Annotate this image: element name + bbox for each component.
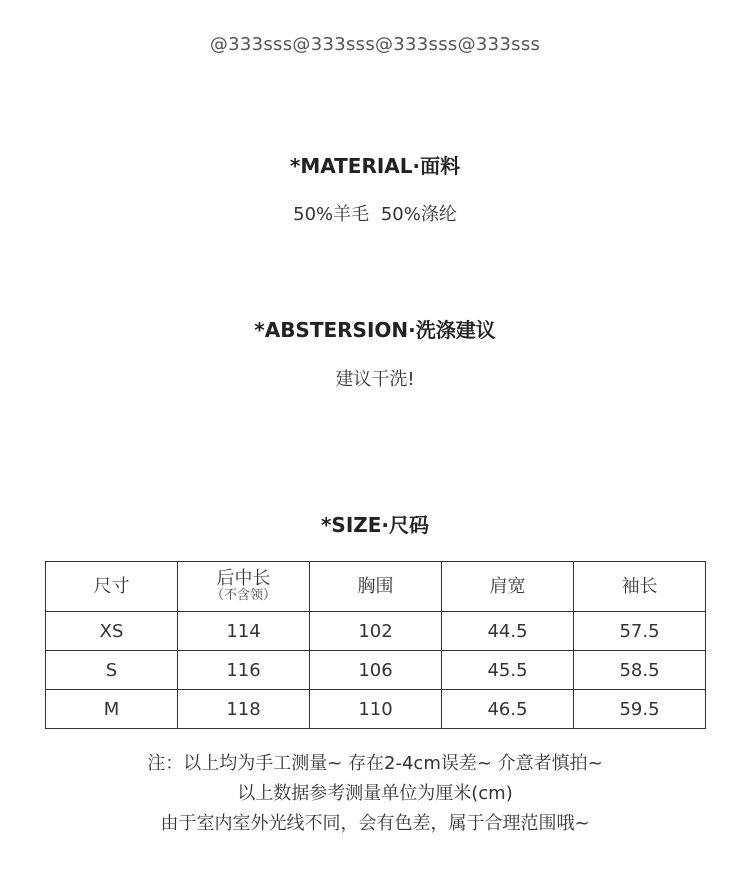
- cell-chest: 102: [310, 612, 442, 651]
- care-instruction: 建议干洗!: [335, 369, 415, 390]
- cell-sleeve: 57.5: [574, 612, 706, 651]
- header-back-length-note: （不含领）: [210, 588, 276, 604]
- header-back-length: [178, 562, 310, 612]
- table-row: [46, 651, 706, 690]
- note-color: 由于室内室外光线不同，会有色差，属于合理范围哦~: [160, 813, 590, 834]
- table-row: [46, 690, 706, 729]
- cell-shoulder: 45.5: [442, 651, 574, 690]
- note-units: 以上数据参考测量单位为厘米(cm): [237, 783, 513, 804]
- care-title: *ABSTERSION·洗涤建议: [254, 318, 496, 342]
- cell-back-length: 118: [178, 690, 310, 729]
- note-measurement: 注：以上均为手工测量~ 存在2-4cm误差~ 介意者慎拍~: [147, 753, 603, 774]
- cell-back-length: 116: [178, 651, 310, 690]
- cell-size: M: [46, 690, 178, 729]
- table-row: [46, 612, 706, 651]
- header-sleeve: 袖长: [574, 562, 706, 612]
- cell-sleeve: 59.5: [574, 690, 706, 729]
- header-back-length-label: 后中长: [216, 568, 271, 590]
- cell-shoulder: 44.5: [442, 612, 574, 651]
- cell-shoulder: 46.5: [442, 690, 574, 729]
- cell-size: S: [46, 651, 178, 690]
- cell-size: XS: [46, 612, 178, 651]
- watermark-text: @333sss@333sss@333sss@333sss: [209, 34, 541, 55]
- header-size: 尺寸: [46, 562, 178, 612]
- material-composition: 50%羊毛 50%涤纶: [293, 204, 457, 225]
- header-shoulder: 肩宽: [442, 562, 574, 612]
- size-table: [45, 561, 706, 729]
- cell-sleeve: 58.5: [574, 651, 706, 690]
- cell-back-length: 114: [178, 612, 310, 651]
- cell-chest: 110: [310, 690, 442, 729]
- header-chest: 胸围: [310, 562, 442, 612]
- material-title: *MATERIAL·面料: [289, 154, 461, 178]
- cell-chest: 106: [310, 651, 442, 690]
- size-table-header-row: [46, 562, 706, 612]
- size-title: *SIZE·尺码: [320, 513, 430, 537]
